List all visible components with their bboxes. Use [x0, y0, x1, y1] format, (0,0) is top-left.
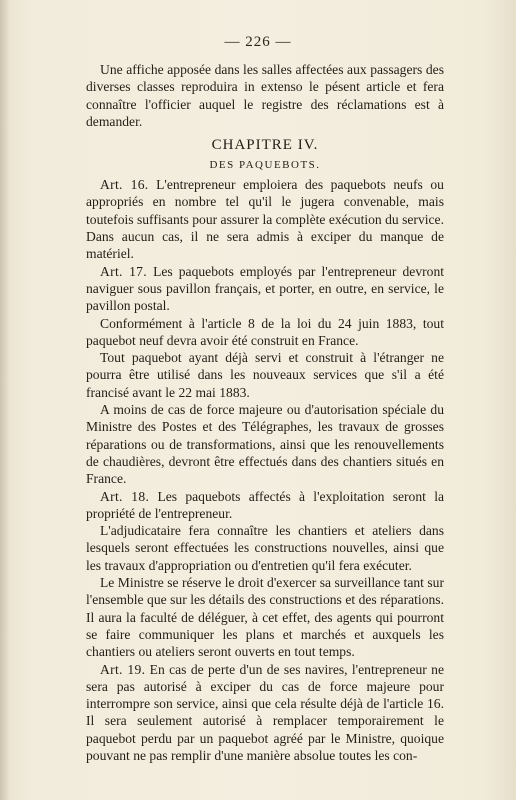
article-text: Les paquebots employés par l'entrepreneur devront naviguer sous pavillon français, et porter, en outre, en service, le pavillon postal. — [86, 263, 445, 314]
paragraph: A moins de cas de force majeure ou d'autorisation spéciale du Ministre des Postes et des Télégraphes, les travaux de grosses réparations ou de transformations, ainsi que les renouvellements de chaudières, devront être effectués dans des chantiers situés en France. — [86, 402, 444, 487]
chapter-subtitle: DES PAQUEBOTS. — [209, 159, 321, 172]
article-text: En cas de perte d'un de ses navires, l'entrepreneur ne sera pas autorisé à exciper du cas de force majeure pour interrompre son service, ainsi que cela résulte déjà de l'article 16. Il sera seulement autorisé à remplacer temporairement le paquebot perdu par un paquebot agréé par le Ministre, quoique pouvant ne pas remplir d'une manière absolue toutes les con- — [86, 661, 444, 763]
paragraph: Conformément à l'article 8 de la loi du 24 juin 1883, tout paquebot neuf devra avoir été construit en France. — [86, 315, 444, 348]
article-number: Art. 18. — [100, 488, 150, 504]
article-18 — [86, 488, 444, 523]
paragraph: Le Ministre se réserve le droit d'exercer sa surveillance tant sur l'ensemble que sur les détails des constructions et des réparations. Il aura la faculté de déléguer, à cet effet, des agents qui pourront se faire communiquer les plans et marchés et auxquels les chantiers ou ateliers seront ouverts en tout temps. — [86, 575, 444, 660]
article-number: Art. 19. — [100, 661, 146, 677]
page-number: — 226 — — [224, 34, 292, 50]
chapter-title: CHAPITRE IV. — [211, 137, 319, 154]
binding-shadow — [0, 0, 10, 800]
intro-paragraph: Une affiche apposée dans les salles affectées aux passagers des diverses classes reproduira in extenso le pésent article et fera connaître l'officier auquel le registre des réclamations est à demander. — [86, 62, 444, 129]
article-number: Art. 17. — [100, 263, 147, 279]
article-19 — [86, 661, 444, 765]
paragraph: L'adjudicataire fera connaître les chantiers et ateliers dans lesquels seront effectuées les constructions nouvelles, ainsi que les travaux d'appropriation ou d'entretien qu'il fera exécuter. — [86, 523, 444, 573]
article-number: Art. 16. — [100, 177, 149, 193]
paragraph: Tout paquebot ayant déjà servi et construit à l'étranger ne pourra être utilisé dans les nouveaux services que s'il a été francisé avant le 22 mai 1883. — [86, 350, 444, 400]
article-16 — [86, 176, 444, 262]
article-text: L'entrepreneur emploiera des paquebots neufs ou appropriés en nombre tel qu'il le jugera convenable, mais toutefois suffisants pour assurer la complète exécution du service. Dans aucun cas, il ne sera admis à exciper du manque de matériel. — [86, 177, 444, 262]
article-text: Les paquebots affectés à l'exploitation seront la propriété de l'entrepreneur. — [86, 488, 445, 521]
article-17 — [86, 263, 444, 315]
body-text — [86, 61, 444, 764]
